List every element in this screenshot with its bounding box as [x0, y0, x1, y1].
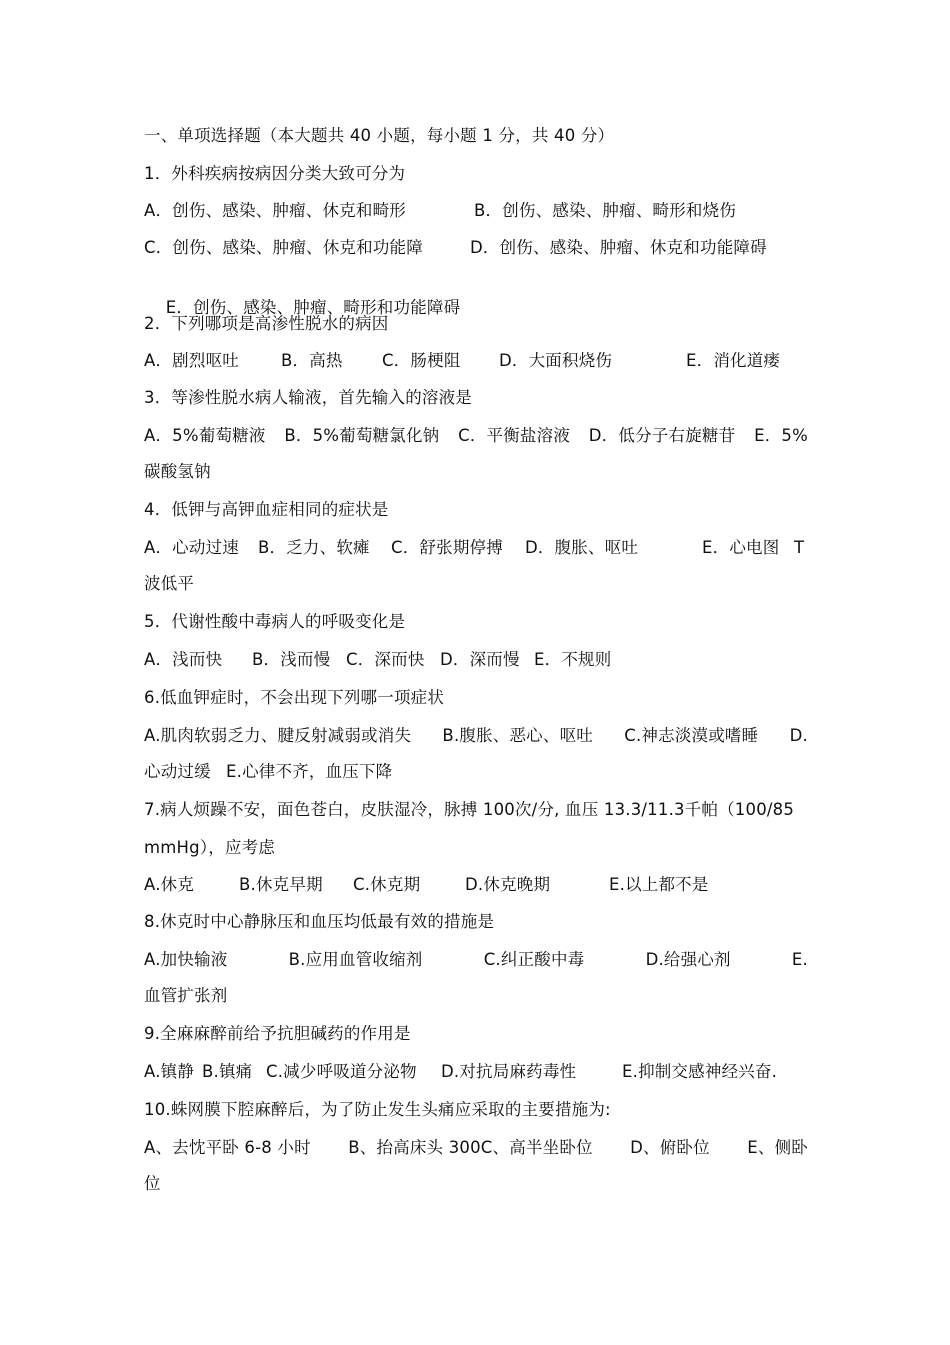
- option-a: A．5%葡萄糖液: [144, 426, 266, 445]
- question-3-stem: 3．等渗性脱水病人输液，首先输入的溶液是: [144, 388, 472, 407]
- option-c: C．平衡盐溶液: [458, 426, 571, 445]
- option-a: A．创伤、感染、肿瘤、休克和畸形: [144, 201, 406, 220]
- question-1-stem: 1．外科疾病按病因分类大致可分为: [144, 164, 406, 183]
- option-e: E．不规则: [534, 650, 612, 669]
- question-10-stem: 10.蛛网膜下腔麻醉后，为了防止发生头痛应采取的主要措施为:: [144, 1100, 611, 1119]
- option-d: D.给强心剂: [645, 950, 731, 969]
- option-d: D．低分子右旋糖苷: [588, 426, 736, 445]
- option-d: D.休克晚期: [465, 875, 551, 894]
- option-b-c: B、抬高床头 300C、高半坐卧位: [348, 1138, 593, 1157]
- question-8-options-row-2: 血管扩张剂: [144, 986, 228, 1005]
- option-b: B.镇痛: [202, 1062, 253, 1081]
- option-c: C．创伤、感染、肿瘤、休克和功能障: [144, 238, 423, 257]
- option-c: C.休克期: [353, 875, 421, 894]
- option-e: E．5%: [754, 426, 808, 445]
- question-9-stem: 9.全麻麻醉前给予抗胆碱药的作用是: [144, 1024, 411, 1043]
- option-e: E．消化道瘘: [686, 351, 781, 370]
- question-9-options-row-1: [144, 1061, 777, 1083]
- option-a: A．心动过速: [144, 538, 239, 557]
- option-c: C．肠梗阻: [382, 351, 461, 370]
- option-e: E．心电图: [702, 538, 780, 557]
- question-10-options-row-2: 位: [144, 1174, 161, 1193]
- option-a: A．剧烈呕吐: [144, 351, 239, 370]
- option-a: A、去忱平卧 6-8 小时: [144, 1138, 311, 1157]
- option-a: A.肌肉软弱乏力、腱反射减弱或消失: [144, 726, 412, 745]
- option-b: B.应用血管收缩剂: [288, 950, 423, 969]
- question-5-options-row-1: [144, 649, 611, 671]
- section-heading: 一、单项选择题（本大题共 40 小题，每小题 1 分，共 40 分）: [144, 126, 615, 145]
- question-10-options-row-1: [144, 1137, 808, 1159]
- option-b: B．高热: [281, 351, 343, 370]
- option-c: C.神志淡漠或嗜睡: [624, 726, 759, 745]
- option-e: E.抑制交感神经兴奋.: [622, 1062, 778, 1081]
- question-3-options-row-2: 碳酸氢钠: [144, 462, 211, 481]
- option-c: C.纠正酸中毒: [483, 950, 585, 969]
- question-7-options-row-1: [144, 874, 709, 896]
- option-b: B．乏力、软瘫: [258, 538, 370, 557]
- question-3-options-row-1: [144, 425, 808, 447]
- option-d: D．腹胀、呕吐: [525, 538, 639, 557]
- option-c: C．深而快: [346, 650, 425, 669]
- option-e: E.以上都不是: [609, 875, 709, 894]
- option-b: B．5%葡萄糖氯化钠: [284, 426, 440, 445]
- option-a: A.加快输液: [144, 950, 228, 969]
- question-7-stem-line-2: mmHg），应考虑: [144, 838, 276, 857]
- question-6-options-row-2: [144, 761, 392, 783]
- question-8-options-row-1: [144, 949, 808, 971]
- question-6-stem: 6.低血钾症时，不会出现下列哪一项症状: [144, 688, 445, 707]
- option-b: B.腹胀、恶心、呕吐: [442, 726, 593, 745]
- option-d: D、俯卧位: [630, 1138, 710, 1157]
- option-b: B．创伤、感染、肿瘤、畸形和烧伤: [474, 201, 737, 220]
- option-e: E．创伤、感染、肿瘤、畸形和功能障碍: [165, 298, 461, 317]
- question-4-stem: 4．低钾与高钾血症相同的症状是: [144, 500, 389, 519]
- option-e: E.: [791, 950, 808, 969]
- option-a: A.镇静: [144, 1062, 195, 1081]
- question-1-options-row-1: [144, 200, 736, 222]
- option-a: A.休克: [144, 875, 195, 894]
- option-c: C.减少呼吸道分泌物: [266, 1062, 417, 1081]
- option-d-continued: 心动过缓: [144, 762, 211, 781]
- option-c: C．舒张期停搏: [391, 538, 503, 557]
- option-b: B．浅而慢: [252, 650, 331, 669]
- option-d: D．创伤、感染、肿瘤、休克和功能障碍: [470, 238, 767, 257]
- option-d: D．大面积烧伤: [499, 351, 613, 370]
- question-2-options-row-1: [144, 350, 780, 372]
- question-2-stem: 2．下列哪项是高渗性脱水的病因: [144, 314, 389, 333]
- option-e-continued: T: [794, 538, 805, 557]
- question-4-options-row-1: [144, 537, 804, 559]
- question-5-stem: 5．代谢性酸中毒病人的呼吸变化是: [144, 612, 406, 631]
- option-d: D.对抗局麻药毒性: [441, 1062, 577, 1081]
- question-1-options-row-2: [144, 237, 767, 259]
- question-8-stem: 8.休克时中心静脉压和血压均低最有效的措施是: [144, 912, 495, 931]
- question-6-options-row-1: [144, 725, 808, 747]
- option-e: E.心律不齐，血压下降: [226, 762, 393, 781]
- option-b: B.休克早期: [239, 875, 323, 894]
- option-e: E、侧卧: [747, 1138, 808, 1157]
- option-d: D．深而慢: [440, 650, 520, 669]
- question-4-options-row-2: 波低平: [144, 574, 195, 593]
- question-7-stem-line-1: 7.病人烦躁不安，面色苍白，皮肤湿冷，脉搏 100次/分, 血压 13.3/11.3千帕（100/85: [144, 800, 795, 819]
- option-a: A．浅而快: [144, 650, 223, 669]
- option-d: D.: [789, 726, 808, 745]
